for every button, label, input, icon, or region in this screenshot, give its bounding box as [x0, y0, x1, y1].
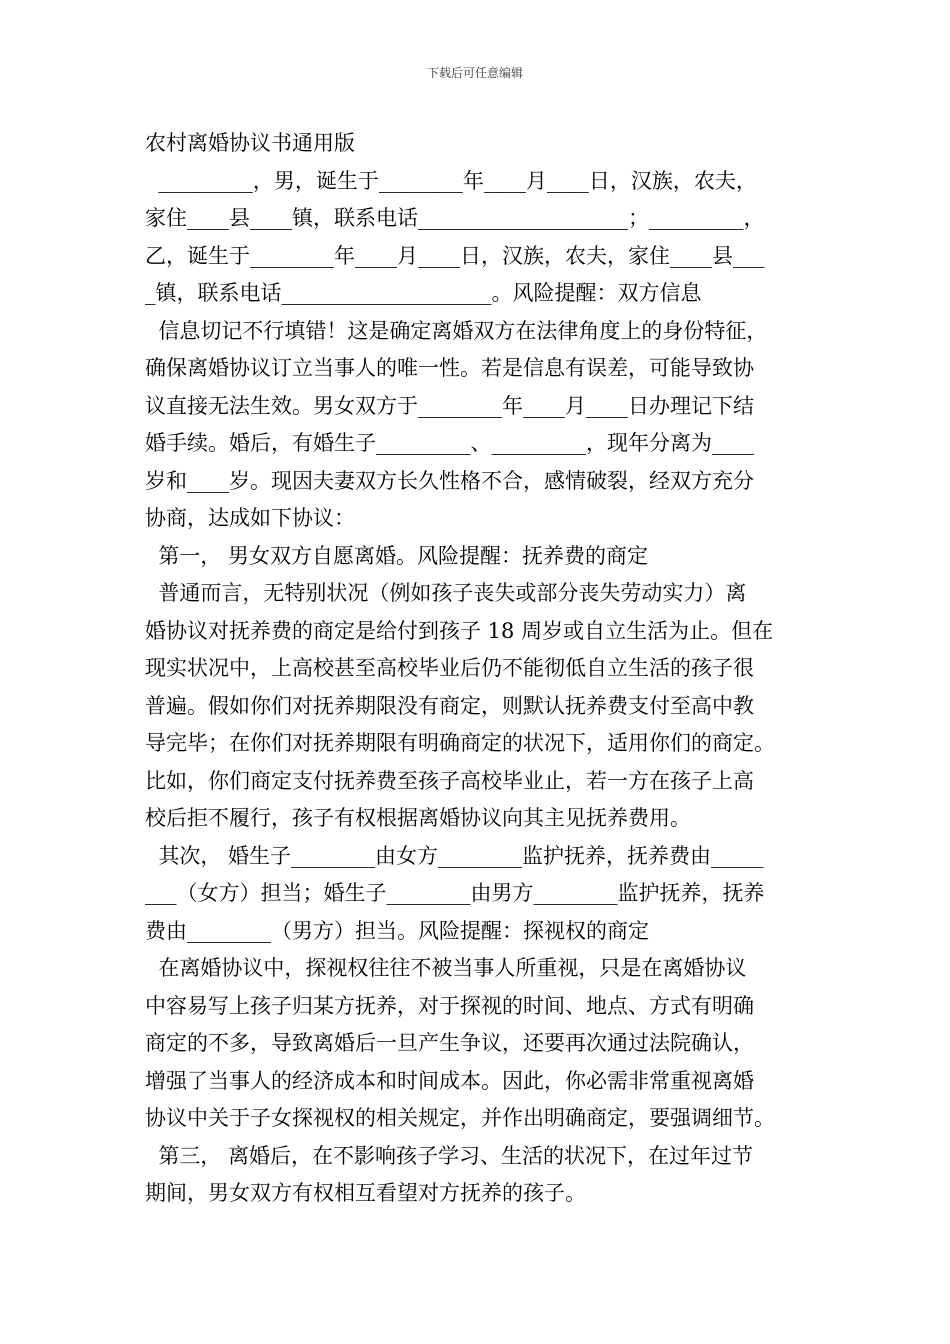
text-line: _________，男，诞生于________年____月____日，汉族，农夫， — [145, 168, 757, 193]
document-title: 农村离婚协议书通用版 — [145, 131, 355, 155]
text-line: 普通而言，无特别状况（例如孩子丧失或部分丧失劳动实力）离 — [145, 581, 747, 605]
text-line: 普遍。假如你们对抚养期限没有商定，则默认抚养费支付至高中教 — [145, 693, 754, 718]
text-line: 第一， 男女双方自愿离婚。风险提醒：抚养费的商定 — [145, 543, 649, 568]
text-line: 费由________（男方）担当。风险提醒：探视权的商定 — [145, 918, 649, 943]
text-line: 现实状况中，上高校甚至高校毕业后仍不能彻低自立生活的孩子很 — [145, 656, 754, 680]
text-line: 比如，你们商定支付抚养费至孩子高校毕业止，若一方在孩子上高 — [145, 768, 754, 793]
text-line: 增强了当事人的经济成本和时间成本。因此，你必需非常重视离婚 — [145, 1068, 754, 1093]
text-line: 校后拒不履行，孩子有权根据离婚协议向其主见抚养费用。 — [145, 806, 691, 830]
text-line: 在离婚协议中，探视权往往不被当事人所重视，只是在离婚协议 — [145, 956, 747, 980]
header-note: 下载后可任意编辑 — [426, 66, 523, 80]
text-line: 岁和____岁。现因夫妻双方长久性格不合，感情破裂，经双方充分 — [145, 468, 754, 493]
text-line: 信息切记不行填错！这是确定离婚双方在法律角度上的身份特征， — [145, 318, 768, 343]
text-line: 第三， 离婚后，在不影响孩子学习、生活的状况下，在过年过节 — [145, 1143, 754, 1168]
text-line: 协议中关于子女探视权的相关规定，并作出明确商定，要强调细节。 — [145, 1106, 775, 1130]
text-line: 期间，男女双方有权相互看望对方抚养的孩子。 — [145, 1181, 586, 1205]
text-line: 家住____县____镇，联系电话____________________；_________， — [145, 206, 765, 230]
document-body — [145, 125, 815, 1213]
text-line: 协商，达成如下协议： — [145, 506, 355, 530]
text-line: 中容易写上孩子归某方抚养，对于探视的时间、地点、方式有明确 — [145, 993, 754, 1018]
text-line: 商定的不多，导致离婚后一旦产生争议，还要再次通过法院确认， — [145, 1031, 754, 1055]
text-line: 议直接无法生效。男女双方于________年____月____日办理记下结 — [145, 393, 754, 418]
text-line: 其次， 婚生子________由女方________监护抚养，抚养费由_____ — [145, 843, 764, 868]
text-line: 婚协议对抚养费的商定是给付到孩子 18 周岁或自立生活为止。但在 — [145, 618, 774, 643]
text-line: 乙，诞生于________年____月____日，汉族，农夫，家住____县___ — [145, 243, 765, 268]
text-line: 导完毕；在你们对抚养期限有明确商定的状况下，适用你们的商定。 — [145, 731, 775, 755]
text-line: 婚手续。婚后，有婚生子_________、_________，现年分离为____ — [145, 431, 754, 455]
text-line: _镇，联系电话____________________。风险提醒：双方信息 — [145, 281, 702, 305]
text-line: 确保离婚协议订立当事人的唯一性。若是信息有误差，可能导致协 — [145, 356, 754, 380]
text-line: ___（女方）担当；婚生子________由男方________监护抚养，抚养 — [145, 881, 765, 905]
